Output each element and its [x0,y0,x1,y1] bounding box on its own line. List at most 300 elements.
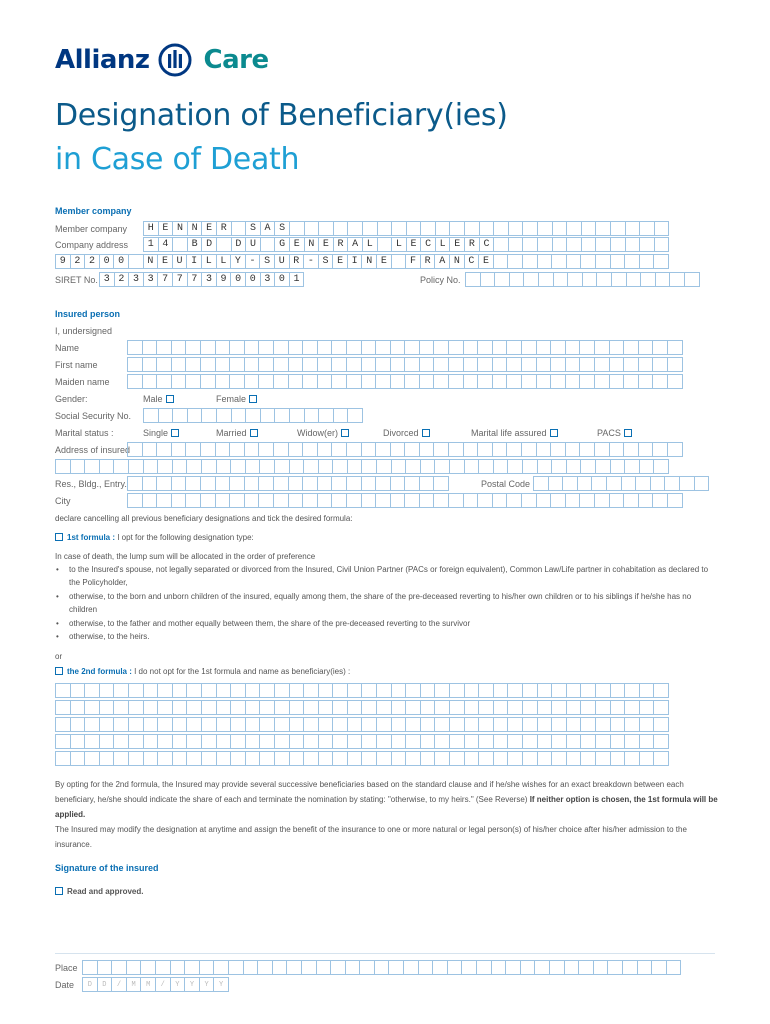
char-box[interactable] [200,476,216,491]
char-box[interactable] [432,960,448,975]
char-box[interactable] [550,374,566,389]
char-box[interactable] [491,960,507,975]
char-box[interactable] [492,493,508,508]
char-box[interactable] [610,237,626,252]
marital-single-option[interactable] [143,428,179,438]
char-box[interactable]: E [449,237,465,252]
char-box[interactable] [536,493,552,508]
char-box[interactable] [361,700,377,715]
char-box[interactable] [480,272,496,287]
formula-2-checkbox[interactable] [55,667,63,675]
char-box[interactable] [317,340,333,355]
char-box[interactable] [245,700,261,715]
char-box[interactable] [303,717,319,732]
char-box[interactable]: L [216,254,232,269]
char-box[interactable] [478,683,494,698]
char-box[interactable] [272,960,288,975]
char-box[interactable] [433,374,449,389]
beneficiary-field[interactable] [55,700,668,715]
char-box[interactable] [507,751,523,766]
char-box[interactable] [99,700,115,715]
char-box[interactable] [582,272,598,287]
char-box[interactable] [258,442,274,457]
gender-male-option[interactable] [143,394,174,404]
char-box[interactable] [331,357,347,372]
char-box[interactable] [318,700,334,715]
char-box[interactable] [652,493,668,508]
char-box[interactable]: Y [199,977,215,992]
char-box[interactable] [274,734,290,749]
char-box[interactable] [201,683,217,698]
char-box[interactable]: L [435,237,451,252]
char-box[interactable] [172,459,188,474]
char-box[interactable] [580,734,596,749]
char-box[interactable] [624,700,640,715]
char-box[interactable]: N [143,254,159,269]
char-box[interactable] [157,683,173,698]
char-box[interactable] [523,272,539,287]
char-box[interactable] [70,734,86,749]
char-box[interactable] [449,221,465,236]
char-box[interactable] [347,717,363,732]
char-box[interactable] [331,340,347,355]
char-box[interactable] [550,442,566,457]
char-box[interactable] [623,340,639,355]
char-box[interactable] [84,751,100,766]
char-box[interactable] [465,272,481,287]
char-box[interactable] [624,459,640,474]
char-box[interactable] [317,476,333,491]
char-box[interactable] [580,700,596,715]
marital-pacs-checkbox[interactable] [624,429,632,437]
char-box[interactable] [464,751,480,766]
char-box[interactable] [302,357,318,372]
char-box[interactable] [684,272,700,287]
char-box[interactable] [303,700,319,715]
char-box[interactable] [127,476,143,491]
char-box[interactable] [594,374,610,389]
char-box[interactable] [669,272,685,287]
char-box[interactable] [653,751,669,766]
char-box[interactable] [463,340,479,355]
char-box[interactable] [318,683,334,698]
char-box[interactable] [420,734,436,749]
char-box[interactable] [493,734,509,749]
char-box[interactable] [653,683,669,698]
char-box[interactable] [566,221,582,236]
char-box[interactable] [537,683,553,698]
char-box[interactable] [377,237,393,252]
char-box[interactable] [595,751,611,766]
char-box[interactable] [479,221,495,236]
char-box[interactable] [595,700,611,715]
char-box[interactable] [433,476,449,491]
char-box[interactable] [243,960,259,975]
char-box[interactable] [84,717,100,732]
char-box[interactable] [346,442,362,457]
char-box[interactable]: I [347,254,363,269]
char-box[interactable] [346,340,362,355]
char-box[interactable] [362,221,378,236]
char-box[interactable] [201,751,217,766]
char-box[interactable] [318,221,334,236]
char-box[interactable]: S [274,221,290,236]
char-box[interactable] [566,459,582,474]
char-box[interactable] [537,221,553,236]
char-box[interactable] [579,374,595,389]
char-box[interactable]: 0 [230,272,246,287]
char-box[interactable] [216,734,232,749]
char-box[interactable] [156,357,172,372]
char-box[interactable] [142,442,158,457]
char-box[interactable] [55,734,71,749]
marital-married-option[interactable] [216,428,258,438]
address-insured-field-2[interactable] [55,459,668,474]
char-box[interactable] [390,442,406,457]
char-box[interactable] [667,357,683,372]
char-box[interactable] [361,442,377,457]
char-box[interactable] [493,683,509,698]
char-box[interactable] [506,357,522,372]
char-box[interactable] [332,459,348,474]
char-box[interactable] [433,442,449,457]
char-box[interactable] [332,717,348,732]
char-box[interactable]: 2 [70,254,86,269]
char-box[interactable] [288,493,304,508]
char-box[interactable] [273,357,289,372]
char-box[interactable] [216,459,232,474]
char-box[interactable] [420,683,436,698]
char-box[interactable] [493,254,509,269]
char-box[interactable] [434,751,450,766]
char-box[interactable]: 7 [187,272,203,287]
char-box[interactable] [522,734,538,749]
char-box[interactable] [391,700,407,715]
char-box[interactable] [537,717,553,732]
company-address-field-1[interactable] [143,237,668,252]
marital-pacs-option[interactable] [597,428,632,438]
char-box[interactable] [420,751,436,766]
char-box[interactable] [84,700,100,715]
char-box[interactable] [610,254,626,269]
char-box[interactable] [565,493,581,508]
char-box[interactable] [419,374,435,389]
char-box[interactable] [244,374,260,389]
char-box[interactable] [391,221,407,236]
char-box[interactable] [493,700,509,715]
char-box[interactable] [127,340,143,355]
char-box[interactable]: E [406,237,422,252]
char-box[interactable] [449,683,465,698]
char-box[interactable] [201,734,217,749]
char-box[interactable]: F [405,254,421,269]
char-box[interactable] [70,459,86,474]
char-box[interactable] [361,476,377,491]
char-box[interactable]: E [332,254,348,269]
char-box[interactable] [667,442,683,457]
char-box[interactable] [274,459,290,474]
char-box[interactable] [537,254,553,269]
char-box[interactable]: D [201,237,217,252]
char-box[interactable]: 3 [128,272,144,287]
char-box[interactable] [70,683,86,698]
char-box[interactable] [448,374,464,389]
char-box[interactable] [464,683,480,698]
char-box[interactable] [289,734,305,749]
char-box[interactable] [84,683,100,698]
char-box[interactable] [289,683,305,698]
char-box[interactable] [577,476,593,491]
char-box[interactable] [128,751,144,766]
char-box[interactable] [273,476,289,491]
char-box[interactable] [388,960,404,975]
char-box[interactable] [447,960,463,975]
char-box[interactable] [651,960,667,975]
char-box[interactable] [639,254,655,269]
char-box[interactable] [534,960,550,975]
char-box[interactable] [404,340,420,355]
char-box[interactable] [536,374,552,389]
char-box[interactable] [127,357,143,372]
char-box[interactable] [259,751,275,766]
char-box[interactable] [507,700,523,715]
char-box[interactable] [55,717,71,732]
char-box[interactable] [245,459,261,474]
char-box[interactable]: 2 [84,254,100,269]
char-box[interactable] [550,357,566,372]
char-box[interactable] [229,493,245,508]
char-box[interactable] [128,717,144,732]
char-box[interactable] [434,734,450,749]
char-box[interactable] [172,683,188,698]
char-box[interactable] [639,734,655,749]
char-box[interactable] [215,493,231,508]
char-box[interactable] [506,442,522,457]
char-box[interactable] [332,683,348,698]
char-box[interactable] [376,717,392,732]
char-box[interactable] [128,734,144,749]
char-box[interactable] [434,700,450,715]
char-box[interactable] [507,459,523,474]
char-box[interactable] [274,717,290,732]
char-box[interactable] [578,960,594,975]
char-box[interactable] [653,254,669,269]
char-box[interactable] [478,734,494,749]
char-box[interactable] [390,374,406,389]
char-box[interactable] [610,700,626,715]
marital-divorced-option[interactable] [383,428,430,438]
char-box[interactable] [273,442,289,457]
char-box[interactable] [216,717,232,732]
char-box[interactable] [391,254,407,269]
char-box[interactable] [638,374,654,389]
char-box[interactable]: B [187,237,203,252]
char-box[interactable] [506,493,522,508]
char-box[interactable]: 3 [143,272,159,287]
char-box[interactable] [142,374,158,389]
char-box[interactable] [622,960,638,975]
char-box[interactable] [99,751,115,766]
char-box[interactable] [478,751,494,766]
char-box[interactable] [172,408,188,423]
char-box[interactable] [143,459,159,474]
char-box[interactable] [187,408,203,423]
char-box[interactable] [667,374,683,389]
char-box[interactable] [522,700,538,715]
char-box[interactable] [492,442,508,457]
char-box[interactable] [142,493,158,508]
char-box[interactable] [185,476,201,491]
char-box[interactable] [550,340,566,355]
gender-male-checkbox[interactable] [166,395,174,403]
char-box[interactable]: 1 [143,237,159,252]
char-box[interactable] [260,408,276,423]
char-box[interactable] [302,476,318,491]
char-box[interactable] [595,459,611,474]
char-box[interactable] [477,493,493,508]
char-box[interactable]: / [111,977,127,992]
char-box[interactable] [419,340,435,355]
char-box[interactable]: U [172,254,188,269]
char-box[interactable] [143,751,159,766]
char-box[interactable] [537,700,553,715]
char-box[interactable] [113,683,129,698]
char-box[interactable] [565,357,581,372]
char-box[interactable] [610,683,626,698]
char-box[interactable] [186,683,202,698]
char-box[interactable] [318,459,334,474]
char-box[interactable] [506,340,522,355]
char-box[interactable] [477,374,493,389]
char-box[interactable] [156,374,172,389]
char-box[interactable] [258,374,274,389]
char-box[interactable]: Y [213,977,229,992]
char-box[interactable] [201,459,217,474]
char-box[interactable] [142,340,158,355]
char-box[interactable] [228,960,244,975]
char-box[interactable] [245,717,261,732]
char-box[interactable] [171,493,187,508]
char-box[interactable] [231,408,247,423]
char-box[interactable] [639,237,655,252]
char-box[interactable] [551,459,567,474]
char-box[interactable] [580,459,596,474]
char-box[interactable] [215,476,231,491]
char-box[interactable] [186,700,202,715]
char-box[interactable] [377,221,393,236]
char-box[interactable] [185,442,201,457]
char-box[interactable] [375,340,391,355]
char-box[interactable] [288,442,304,457]
char-box[interactable] [508,221,524,236]
char-box[interactable] [596,272,612,287]
char-box[interactable]: S [245,221,261,236]
char-box[interactable] [216,700,232,715]
char-box[interactable] [143,717,159,732]
char-box[interactable] [157,700,173,715]
char-box[interactable] [230,459,246,474]
char-box[interactable] [172,700,188,715]
char-box[interactable] [638,357,654,372]
char-box[interactable] [113,717,129,732]
char-box[interactable] [376,459,392,474]
char-box[interactable] [289,751,305,766]
char-box[interactable] [666,960,682,975]
char-box[interactable] [347,683,363,698]
char-box[interactable]: C [420,237,436,252]
char-box[interactable] [259,717,275,732]
char-box[interactable] [260,237,276,252]
char-box[interactable] [143,408,159,423]
char-box[interactable]: N [361,254,377,269]
char-box[interactable] [171,442,187,457]
char-box[interactable] [593,960,609,975]
social-security-field[interactable] [143,408,362,423]
char-box[interactable] [346,476,362,491]
char-box[interactable] [635,476,651,491]
char-box[interactable]: E [289,237,305,252]
siret-field[interactable] [99,272,303,287]
char-box[interactable] [566,254,582,269]
char-box[interactable]: C [464,254,480,269]
char-box[interactable] [655,272,671,287]
char-box[interactable] [405,717,421,732]
char-box[interactable] [638,493,654,508]
char-box[interactable]: C [479,237,495,252]
beneficiary-field[interactable] [55,717,668,732]
char-box[interactable] [652,340,668,355]
char-box[interactable] [288,374,304,389]
char-box[interactable] [200,374,216,389]
char-box[interactable] [507,683,523,698]
char-box[interactable] [258,357,274,372]
char-box[interactable] [566,717,582,732]
char-box[interactable] [449,717,465,732]
char-box[interactable] [97,960,113,975]
gender-female-option[interactable] [216,394,257,404]
char-box[interactable] [506,374,522,389]
char-box[interactable]: E [157,254,173,269]
char-box[interactable] [653,717,669,732]
char-box[interactable] [650,476,666,491]
marital-divorced-checkbox[interactable] [422,429,430,437]
char-box[interactable] [507,734,523,749]
char-box[interactable] [594,357,610,372]
char-box[interactable] [171,340,187,355]
char-box[interactable] [185,493,201,508]
char-box[interactable] [375,374,391,389]
char-box[interactable] [330,960,346,975]
char-box[interactable] [653,734,669,749]
char-box[interactable] [609,442,625,457]
char-box[interactable] [537,237,553,252]
char-box[interactable] [595,237,611,252]
char-box[interactable] [245,683,261,698]
char-box[interactable] [624,734,640,749]
char-box[interactable] [448,442,464,457]
char-box[interactable] [536,442,552,457]
char-box[interactable]: E [478,254,494,269]
char-box[interactable] [607,960,623,975]
char-box[interactable] [302,340,318,355]
char-box[interactable] [639,700,655,715]
char-box[interactable] [638,442,654,457]
char-box[interactable] [405,459,421,474]
char-box[interactable] [521,374,537,389]
char-box[interactable] [376,751,392,766]
char-box[interactable] [493,221,509,236]
char-box[interactable] [595,254,611,269]
